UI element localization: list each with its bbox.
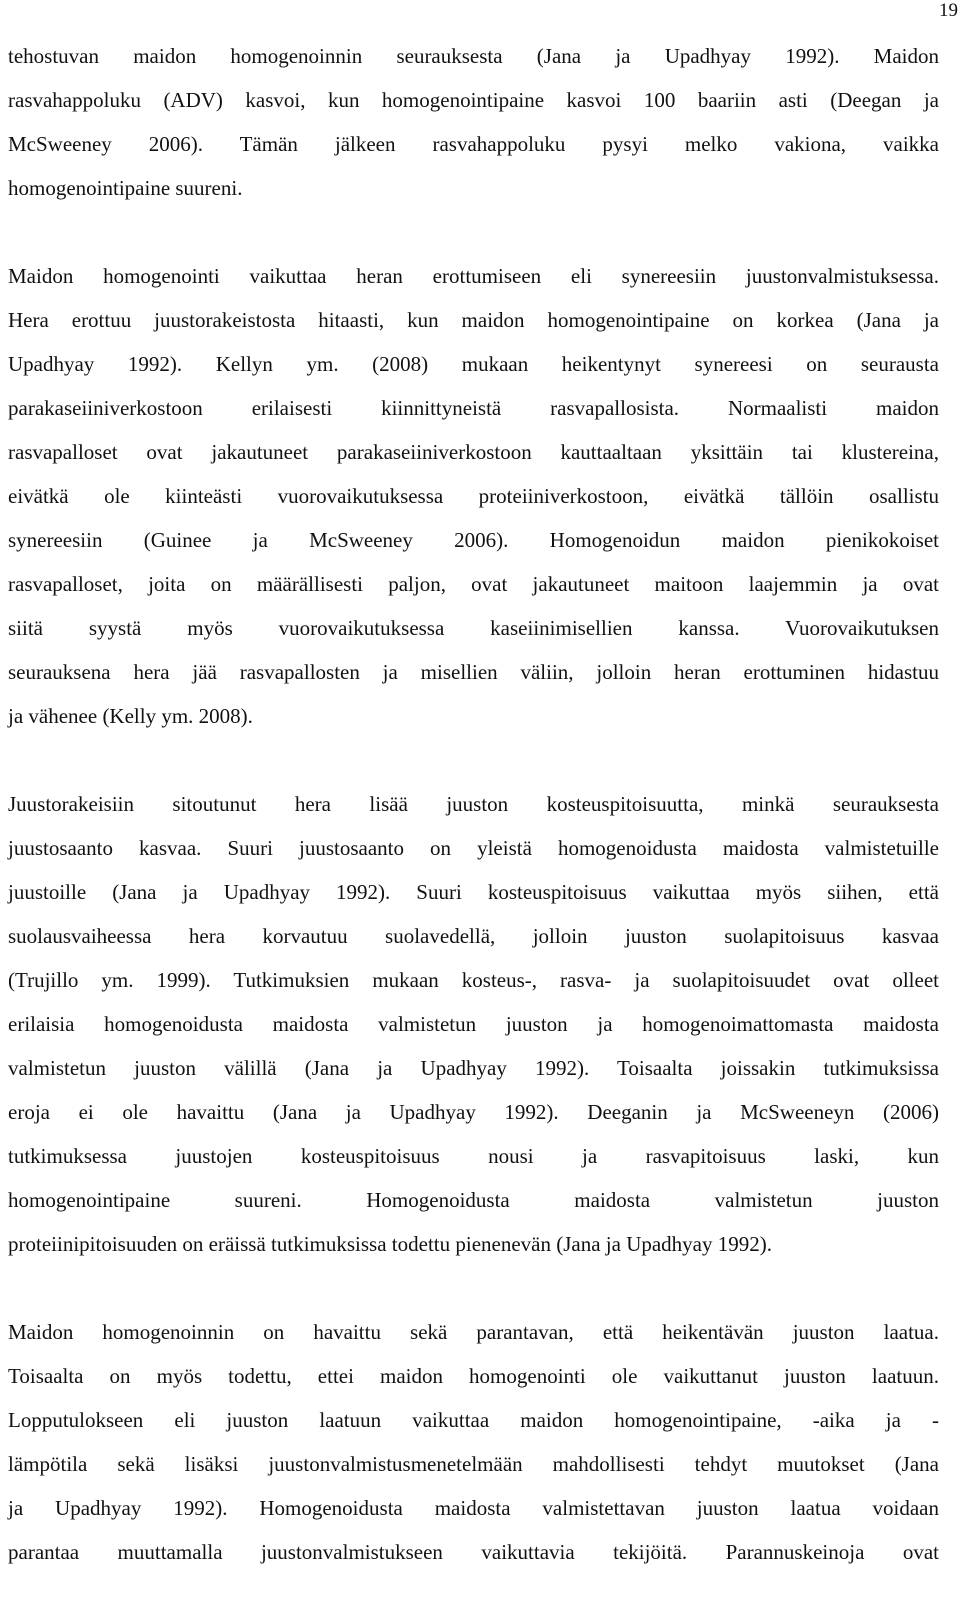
text-line: ja vähenee (Kelly ym. 2008).: [8, 704, 253, 728]
text-line: homogenointipaine suureni. Homogenoidusta maidosta valmistetun juuston: [8, 1188, 939, 1212]
text-line: valmistetun juuston välillä (Jana ja Upadhyay 1992). Toisaalta joissakin tutkimuksissa: [8, 1056, 939, 1080]
paragraph-gap: [8, 738, 939, 782]
text-line: rasvapalloset, joita on määrällisesti paljon, ovat jakautuneet maitoon laajemmin ja ovat: [8, 572, 939, 596]
text-line: Lopputulokseen eli juuston laatuun vaikuttaa maidon homogenointipaine, -aika ja -: [8, 1408, 939, 1432]
text-line: suolausvaiheessa hera korvautuu suolavedellä, jolloin juuston suolapitoisuus kasvaa: [8, 924, 939, 948]
text-line: lämpötila sekä lisäksi juustonvalmistusmenetelmään mahdollisesti tehdyt muutokset (Jana: [8, 1452, 939, 1476]
paragraph: [8, 1310, 939, 1574]
text-line: eroja ei ole havaittu (Jana ja Upadhyay 1992). Deeganin ja McSweeneyn (2006): [8, 1100, 939, 1124]
text-line: Maidon homogenoinnin on havaittu sekä parantavan, että heikentävän juuston laatua.: [8, 1320, 939, 1344]
body-text: [8, 34, 939, 1574]
text-line: (Trujillo ym. 1999). Tutkimuksien mukaan kosteus-, rasva- ja suolapitoisuudet ovat olleet: [8, 968, 939, 992]
text-line: rasvapalloset ovat jakautuneet parakaseiiniverkostoon kauttaaltaan yksittäin tai klustereina,: [8, 440, 939, 464]
text-line: rasvahappoluku (ADV) kasvoi, kun homogenointipaine kasvoi 100 baariin asti (Deegan ja: [8, 88, 939, 112]
paragraph: [8, 254, 939, 738]
text-line: siitä syystä myös vuorovaikutuksessa kaseiinimisellien kanssa. Vuorovaikutuksen: [8, 616, 939, 640]
text-line: Upadhyay 1992). Kellyn ym. (2008) mukaan heikentynyt synereesi on seurausta: [8, 352, 939, 376]
text-line: ja Upadhyay 1992). Homogenoidusta maidosta valmistettavan juuston laatua voidaan: [8, 1496, 939, 1520]
text-line: juustosaanto kasvaa. Suuri juustosaanto on yleistä homogenoidusta maidosta valmistetuille: [8, 836, 939, 860]
text-line: proteiinipitoisuuden on eräissä tutkimuksissa todettu pienenevän (Jana ja Upadhyay 1992).: [8, 1232, 772, 1256]
text-line: seurauksena hera jää rasvapallosten ja misellien väliin, jolloin heran erottuminen hidastuu: [8, 660, 939, 684]
text-line: tehostuvan maidon homogenoinnin seurauksesta (Jana ja Upadhyay 1992). Maidon: [8, 44, 939, 68]
text-line: parakaseiiniverkostoon erilaisesti kiinnittyneistä rasvapallosista. Normaalisti maidon: [8, 396, 939, 420]
text-line: synereesiin (Guinee ja McSweeney 2006). Homogenoidun maidon pienikokoiset: [8, 528, 939, 552]
paragraph-gap: [8, 1266, 939, 1310]
text-line: eivätkä ole kiinteästi vuorovaikutuksessa proteiiniverkostoon, eivätkä tällöin osallistu: [8, 484, 939, 508]
text-line: parantaa muuttamalla juustonvalmistukseen vaikuttavia tekijöitä. Parannuskeinoja ovat: [8, 1540, 939, 1564]
paragraph-gap: [8, 210, 939, 254]
paragraph: [8, 782, 939, 1266]
text-line: Toisaalta on myös todettu, ettei maidon homogenointi ole vaikuttanut juuston laatuun.: [8, 1364, 939, 1388]
text-line: Maidon homogenointi vaikuttaa heran erottumiseen eli synereesiin juustonvalmistuksessa.: [8, 264, 939, 288]
text-line: tutkimuksessa juustojen kosteuspitoisuus nousi ja rasvapitoisuus laski, kun: [8, 1144, 939, 1168]
page-number: 19: [939, 0, 958, 21]
text-line: juustoille (Jana ja Upadhyay 1992). Suuri kosteuspitoisuus vaikuttaa myös siihen, että: [8, 880, 939, 904]
text-line: Hera erottuu juustorakeistosta hitaasti, kun maidon homogenointipaine on korkea (Jana ja: [8, 308, 939, 332]
text-line: erilaisia homogenoidusta maidosta valmistetun juuston ja homogenoimattomasta maidosta: [8, 1012, 939, 1036]
paragraph: [8, 34, 939, 210]
text-line: Juustorakeisiin sitoutunut hera lisää juuston kosteuspitoisuutta, minkä seurauksesta: [8, 792, 939, 816]
text-line: McSweeney 2006). Tämän jälkeen rasvahappoluku pysyi melko vakiona, vaikka: [8, 132, 939, 156]
text-line: homogenointipaine suureni.: [8, 176, 243, 200]
